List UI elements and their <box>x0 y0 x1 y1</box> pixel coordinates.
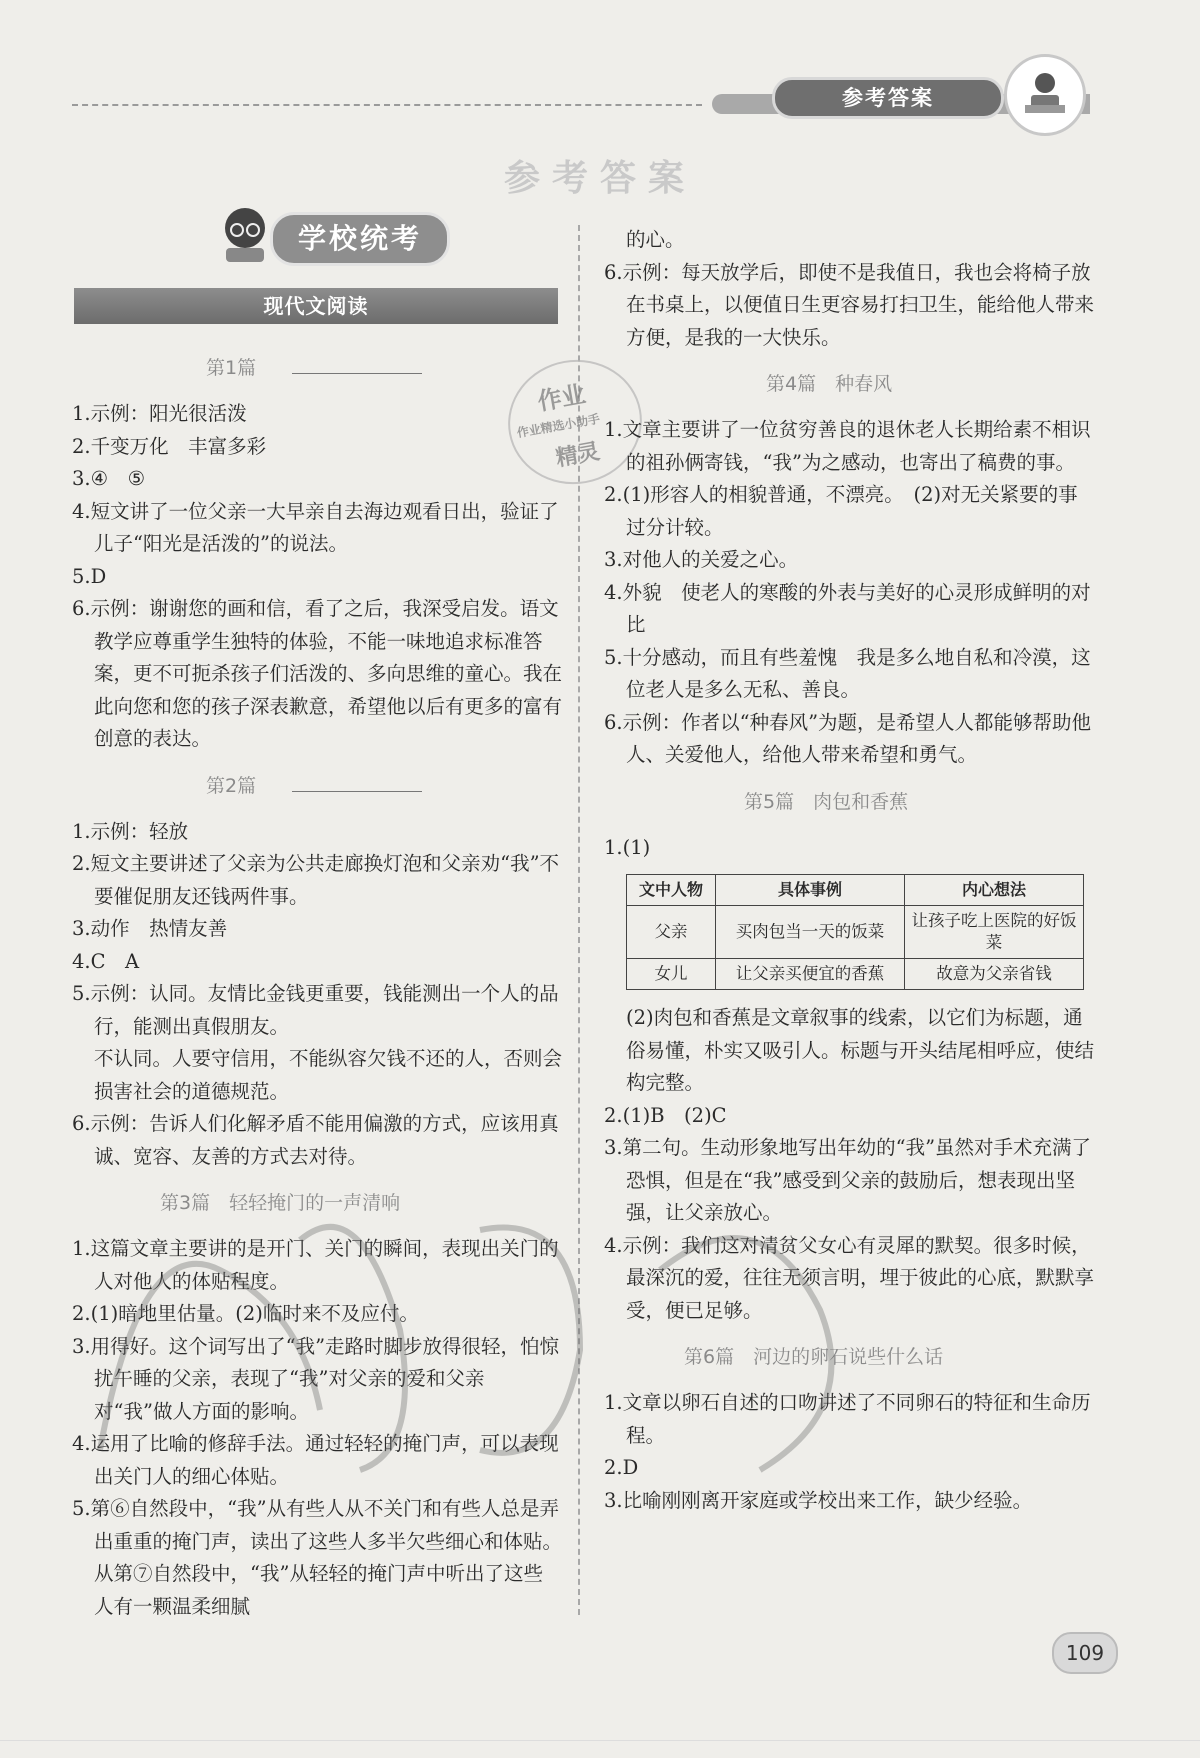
answer-item: 3.比喻刚刚离开家庭或学校出来工作，缺少经验。 <box>604 1488 1033 1512</box>
passage-2-title: 第2篇 <box>72 770 562 802</box>
header-dashed-rule <box>72 104 702 106</box>
answer-item: 4.运用了比喻的修辞手法。通过轻轻的掩门声，可以表现出关门人的细心体贴。 <box>72 1432 559 1488</box>
section-heading: 现代文阅读 <box>74 288 558 324</box>
answer-item: 4.短文讲了一位父亲一大早亲自去海边观看日出，验证了儿子“阳光是活泼的”的说法。 <box>72 499 559 555</box>
reader-mascot-icon <box>1004 54 1086 136</box>
answer-item: 3.用得好。这个词写出了“我”走路时脚步放得很轻，怕惊扰午睡的父亲，表现了“我”对父亲的爱和父亲对“我”做人方面的影响。 <box>72 1334 560 1423</box>
bottom-rule <box>0 1740 1200 1741</box>
answer-item: 2.(1)B (2)C <box>604 1103 727 1127</box>
table-header: 具体事例 <box>716 875 905 906</box>
passage-6-title: 第6篇 河边的卵石说些什么话 <box>684 1346 944 1368</box>
school-exam-badge: 学校统考 <box>270 212 450 266</box>
answer-item: 1.(1) <box>604 835 651 859</box>
stamp-mid: 作业精选小助手 <box>515 411 602 441</box>
answer-item: 5.D <box>72 564 107 588</box>
character-table <box>626 874 1084 990</box>
table-cell: 让孩子吃上医院的好饭菜 <box>905 906 1084 959</box>
answer-item: 1.示例：轻放 <box>72 819 189 843</box>
table-cell: 故意为父亲省钱 <box>905 959 1084 990</box>
answer-item: 2.短文主要讲述了父亲为公共走廊换灯泡和父亲劝“我”不要催促朋友还钱两件事。 <box>72 852 560 908</box>
answer-item: 1.文章以卵石自述的口吻讲述了不同卵石的特征和生命历程。 <box>604 1391 1091 1447</box>
answer-item: 6.示例：每天放学后，即使不是我值日，我也会将椅子放在书桌上，以便值日生更容易打扫卫生，能给他人带来方便，是我的一大快乐。 <box>604 260 1095 349</box>
answer-item-continued: 的心。 <box>626 228 685 251</box>
answer-item: 6.示例：作者以“种春风”为题，是希望人人都能够帮助他人、关爱他人，给他人带来希望和勇气。 <box>604 710 1092 766</box>
passage-1-title: 第1篇 <box>72 352 562 384</box>
table-row <box>627 906 1084 959</box>
passage-4-title: 第4篇 种春风 <box>766 373 893 395</box>
table-cell: 买肉包当一天的饭菜 <box>716 906 905 959</box>
table-cell: 父亲 <box>627 906 716 959</box>
answer-item: 2.千变万化 丰富多彩 <box>72 434 267 458</box>
header-pill: 参考答案 <box>772 77 1004 119</box>
answer-item: 3.对他人的关爱之心。 <box>604 548 799 571</box>
answer-item: 1.示例：阳光很活泼 <box>72 402 247 425</box>
answer-item: 4.示例：我们这对清贫父女心有灵犀的默契。很多时候，最深沉的爱，往往无须言明，埋于彼此的心底，默默享受，便已足够。 <box>604 1233 1095 1322</box>
page-title: 参考答案 <box>503 158 696 199</box>
answer-item: 5.第⑥自然段中，“我”从有些人从不关门和有些人总是弄出重重的掩门声，读出了这些人多半欠些细心和体贴。从第⑦自然段中，“我”从轻轻的掩门声中听出了这些人有一颗温柔细腻 <box>72 1497 563 1618</box>
answer-item: 2.(1)暗地里估量。(2)临时来不及应付。 <box>72 1302 419 1325</box>
table-header: 文中人物 <box>627 875 716 906</box>
table-cell: 让父亲买便宜的香蕉 <box>716 959 905 990</box>
answer-item: 1.这篇文章主要讲的是开门、关门的瞬间，表现出关门的人对他人的体贴程度。 <box>72 1237 559 1293</box>
answer-item: 4.C A <box>72 949 140 973</box>
answer-item: 1.文章主要讲了一位贫穷善良的退休老人长期给素不相识的祖孙俩寄钱，“我”为之感动，也寄出了稿费的事。 <box>604 418 1091 474</box>
stamp-top: 作业 <box>535 380 588 416</box>
answer-item: 5.示例：认同。友情比金钱更重要，钱能测出一个人的品行，能测出真假朋友。 <box>72 982 559 1038</box>
student-mascot-icon <box>212 204 278 264</box>
passage-5-title: 第5篇 肉包和香蕉 <box>744 790 909 813</box>
answer-item-continued: 不认同。人要守信用，不能纵容欠钱不还的人，否则会损害社会的道德规范。 <box>94 1047 563 1103</box>
handwritten-watermark <box>60 1150 960 1510</box>
answer-item: 5.十分感动，而且有些羞愧 我是多么地自私和冷漠，这位老人是多么无私、善良。 <box>604 645 1091 701</box>
answer-item: 4.外貌 使老人的寒酸的外表与美好的心灵形成鲜明的对比 <box>604 580 1091 636</box>
stamp-bottom: 精灵 <box>554 439 602 472</box>
answer-item: 2.(1)形容人的相貌普通，不漂亮。 (2)对无关紧要的事过分计较。 <box>604 483 1078 539</box>
table-header: 内心想法 <box>905 875 1084 906</box>
passage-3-title: 第3篇 轻轻掩门的一声清响 <box>160 1192 401 1214</box>
answer-item: 6.示例：告诉人们化解矛盾不能用偏激的方式，应该用真诚、宽容、友善的方式去对待。 <box>72 1112 559 1168</box>
page-number: 109 <box>1052 1632 1118 1674</box>
answer-item: 3.第二句。生动形象地写出年幼的“我”虽然对手术充满了恐惧，但是在“我”感受到父亲的鼓励后，想表现出坚强，让父亲放心。 <box>604 1136 1092 1224</box>
answer-item: 3.动作 热情友善 <box>72 917 228 940</box>
answer-item: 3.④ ⑤ <box>72 467 146 490</box>
answer-item: 2.D <box>604 1456 639 1479</box>
answer-item-continued: (2)肉包和香蕉是文章叙事的线索，以它们为标题，通俗易懂，朴实又吸引人。标题与开头结尾相呼应，使结构完整。 <box>626 1006 1095 1094</box>
table-row <box>627 959 1084 990</box>
answer-item: 6.示例：谢谢您的画和信，看了之后，我深受启发。语文教学应尊重学生独特的体验，不能一味地追求标准答案，更不可扼杀孩子们活泼的、多向思维的童心。我在此向您和您的孩子深表歉意，希望他以后有更多的富有创意的表达。 <box>72 597 563 750</box>
table-cell: 女儿 <box>627 959 716 990</box>
table-header-row <box>627 875 1084 906</box>
